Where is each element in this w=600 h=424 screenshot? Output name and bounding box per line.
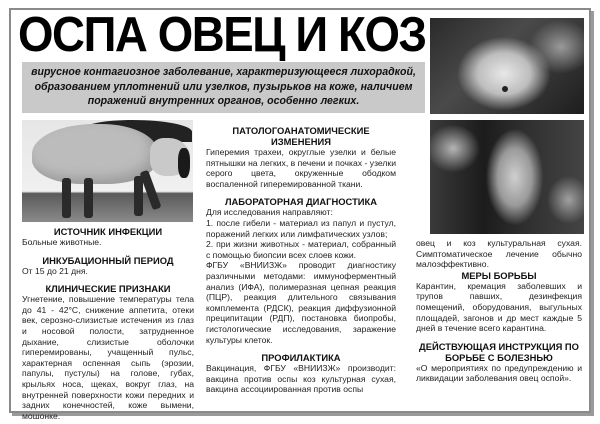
left-column [22, 226, 194, 421]
control-heading: МЕРЫ БОРЬБЫ [461, 269, 537, 281]
right-column [416, 238, 582, 384]
sick-sheep-photo [22, 120, 193, 222]
instruction-heading: ДЕЙСТВУЮЩАЯ ИНСТРУКЦИЯ ПО БОРЬБЕ С БОЛЕЗНЬЮ [419, 340, 579, 363]
poster-title: ОСПА ОВЕЦ И КОЗ [18, 8, 426, 62]
prevention-text: Вакцинация, ФГБУ «ВНИИЗЖ» производит: вакцина против оспы коз культурная сухая, вакцина ассоциированная против оспы [206, 363, 396, 395]
source-text: Больные животные. [22, 237, 102, 247]
definition-banner: вирусное контагиозное заболевание, характеризующееся лихорадкой, образованием уплотнений или узелков, пузырьков на коже, наличием поражений внутренних органов, особенно легких. [22, 62, 425, 113]
prevention-text-continued: овец и коз культуральная сухая. Симптоматическое лечение обычно малоэффективно. [416, 238, 582, 270]
lab-item-1: 1. после гибели - материал из папул и пустул, поражений легких или лимфатических узлов; [206, 217, 396, 239]
lab-intro: Для исследования направляют: [206, 207, 333, 218]
source-heading: ИСТОЧНИК ИНФЕКЦИИ [53, 226, 163, 237]
prevention-heading: ПРОФИЛАКТИКА [261, 352, 341, 364]
sheep-leg [134, 176, 143, 216]
skin-lesion-photo [430, 18, 584, 114]
lab-item-2: 2. при жизни животных - материал, собранный с помощью биопсии всех слоев кожи. [206, 239, 396, 260]
lab-heading: ЛАБОРАТОРНАЯ ДИАГНОСТИКА [224, 196, 378, 208]
sheep-leg [62, 178, 71, 218]
sheep-ear [178, 148, 190, 178]
control-text: Карантин, кремация заболевших и трупов павших, дезинфекция помещений, оборудования, выгульных площадей, загонов и др мест каждые 5 дней в течение всего карантина. [416, 280, 582, 334]
sheep-leg [84, 178, 93, 218]
instruction-text: «О мероприятиях по предупреждению и ликвидации заболевания овец оспой». [416, 362, 582, 384]
incubation-heading: ИНКУБАЦИОННЫЙ ПЕРИОД [42, 254, 174, 266]
pathology-text: Гиперемия трахеи, округлые узелки и белые пятнышки на легких, в печени и почках - узелки серого цвета, окруженные ободком воспаленной гиперемированной ткани. [206, 147, 396, 189]
wool-lesion-photo [430, 120, 584, 234]
lab-methods-text: ФГБУ «ВНИИЗЖ» проводит диагностику различными методами: иммуноферментный анализ (ИФА), полимеразная цепная реакция (ПЦР), реакция длительного связывания комплемента (РДСК), реакция диффузионной преципитации (РДП), постановка биопробы, гистологические исследования, заражение культуры клеток. [206, 260, 396, 345]
lesion-spot [502, 86, 508, 92]
pathology-heading: ПАТОЛОГОАНАТОМИЧЕСКИЕ ИЗМЕНЕНИЯ [232, 125, 370, 147]
sheep-body [32, 124, 157, 184]
middle-column [206, 125, 396, 395]
incubation-text: От 15 до 21 дня. [22, 265, 88, 276]
clinical-heading: КЛИНИЧЕСКИЕ ПРИЗНАКИ [45, 283, 171, 295]
clinical-text: Угнетение, повышение температуры тела до 41 - 42°С, снижение аппетита, отеки век, серозно-слизистые истечения из глаз и носовой полости, затрудненное дыхание, слизистые оболочки гиперемированы, учащенный пульс, характерная оспенная сыпь (эрозии, папулы, пустулы) на голове, губах, крыльях носа, щеках, вокруг глаз, на внутренней поверхности кожи передних и задних конечностей, коже вымени, мошонке. [22, 294, 194, 421]
